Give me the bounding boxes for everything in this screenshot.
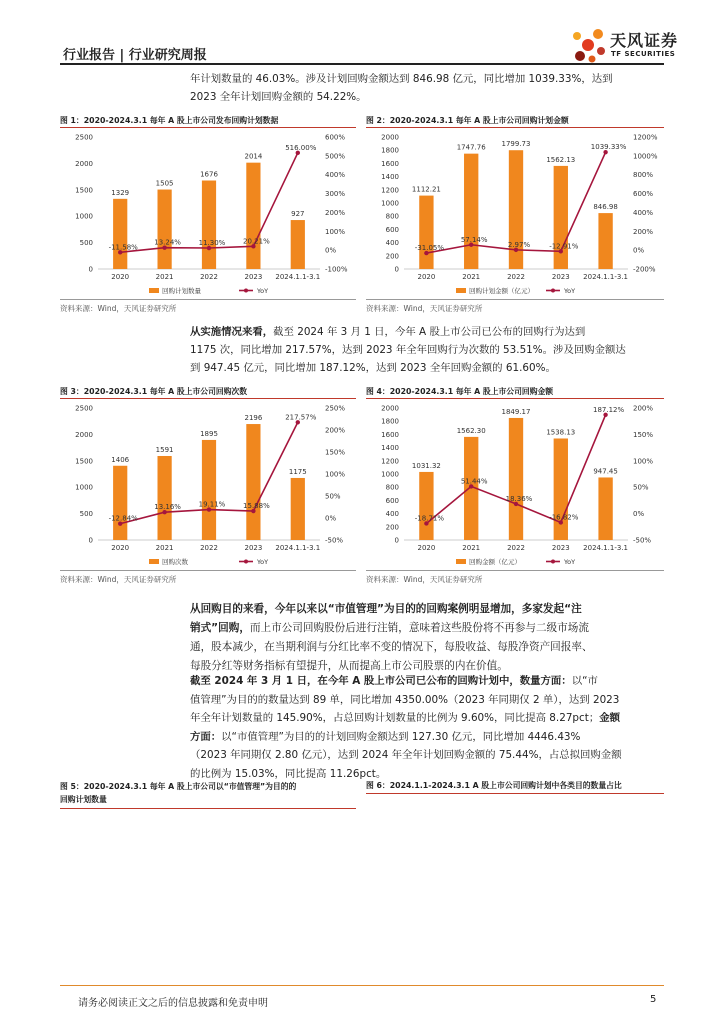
x-tick-label: 2020 <box>417 544 436 552</box>
paragraph-lead: 销式”回购， <box>190 622 250 634</box>
y-tick-label: 400 <box>385 239 399 248</box>
x-tick-label: 2020 <box>111 544 130 552</box>
bar <box>291 220 305 269</box>
yoy-data-label: 187.12% <box>593 405 625 414</box>
y2-tick-label: 100% <box>325 227 346 236</box>
y-tick-label: 2000 <box>75 159 93 168</box>
header-rule <box>60 63 664 65</box>
y-tick-label: 1500 <box>75 457 93 466</box>
paragraph-lead: 从实施情况来看， <box>190 326 274 338</box>
y2-tick-label: 0% <box>325 246 337 255</box>
y-tick-label: 500 <box>79 510 93 519</box>
yoy-data-label: 15.88% <box>243 502 270 511</box>
page-number: 5 <box>650 994 657 1005</box>
paragraph-line: 1175 次，同比增加 217.57%，达到 2023 年全年回购行为次数的 53.51%。涉及回购金额达 <box>190 344 626 356</box>
y-tick-label: 400 <box>385 510 399 519</box>
bar <box>157 456 171 540</box>
bar-data-label: 1747.76 <box>456 143 486 152</box>
bar <box>246 424 260 540</box>
legend-bar-label: 回购计划金额（亿元） <box>469 287 534 295</box>
bar <box>419 472 433 540</box>
bar-data-label: 947.45 <box>593 467 618 476</box>
figure-4-bottom-rule <box>366 570 664 571</box>
yoy-data-label: -18.71% <box>414 514 445 523</box>
y-tick-label: 1400 <box>381 444 399 453</box>
figure-3-title: 图 3：2020-2024.3.1 每年 A 股上市公司回购次数 <box>60 387 248 396</box>
paragraph-1 <box>190 70 664 106</box>
legend-bar-label: 回购金额（亿元） <box>469 558 521 566</box>
y-tick-label: 1600 <box>381 159 399 168</box>
y2-tick-label: 600% <box>633 190 654 199</box>
chart-1 <box>60 129 356 297</box>
y-tick-label: 0 <box>394 265 399 274</box>
figure-5-title-line: 回购计划数量 <box>60 795 107 804</box>
y2-tick-label: 250% <box>325 404 346 413</box>
bar-data-label: 1676 <box>200 170 218 179</box>
yoy-data-label: 516.00% <box>285 143 317 152</box>
y2-tick-label: 200% <box>633 227 654 236</box>
paragraph-line: 以“市值管理”为目的的计划回购金额达到 127.30 亿元，同比增加 4446.43% <box>221 730 581 743</box>
paragraph-line: 2023 全年计划回购金额的 54.22%。 <box>190 91 367 103</box>
yoy-data-label: 20.21% <box>243 237 270 246</box>
figure-4-rule <box>366 398 664 399</box>
bar <box>419 196 433 269</box>
bar <box>509 418 523 540</box>
y-tick-label: 1400 <box>381 173 399 182</box>
yoy-data-label: 57.14% <box>460 235 488 244</box>
figure-5-title-line: 图 5：2020-2024.3.1 每年 A 股上市公司以“市值管理”为目的的 <box>60 782 297 791</box>
y2-tick-label: 500% <box>325 152 346 161</box>
figure-1-rule <box>60 127 356 128</box>
y-tick-label: 1800 <box>381 417 399 426</box>
figure-5-rule <box>60 808 356 809</box>
y-tick-label: 600 <box>385 225 399 234</box>
x-tick-label: 2020 <box>111 273 130 281</box>
x-tick-label: 2022 <box>200 273 218 281</box>
yoy-data-label: 2.97% <box>507 240 531 249</box>
x-tick-label: 2023 <box>551 544 570 552</box>
figure-1-bottom-rule <box>60 299 356 300</box>
y2-tick-label: 600% <box>325 133 346 142</box>
figure-4-title: 图 4：2020-2024.3.1 每年 A 股上市公司回购金额 <box>366 387 554 396</box>
x-tick-label: 2020 <box>417 273 436 281</box>
bar-data-label: 1591 <box>155 445 174 454</box>
y-tick-label: 200 <box>385 523 399 532</box>
y2-tick-label: 300% <box>325 190 346 199</box>
yoy-data-label: 18.36% <box>505 494 533 503</box>
y-tick-label: 800 <box>385 483 399 492</box>
bar <box>598 477 612 540</box>
logo-text-en: TF SECURITIES <box>611 50 676 58</box>
paragraph-line: 截至 2024 年 3 月 1 日，今年 A 股上市公司已公布的回购行为达到 <box>273 326 586 338</box>
paragraph-line: 每股分红等财务指标有望提升，从而提高上市公司股票的内在价值。 <box>190 660 508 672</box>
legend-bar-swatch <box>456 559 466 564</box>
y2-tick-label: 50% <box>633 483 649 492</box>
footer-rule <box>60 985 664 986</box>
y2-tick-label: -50% <box>633 536 652 545</box>
y-tick-label: 1200 <box>381 186 399 195</box>
legend-line-marker <box>551 560 555 564</box>
report-header-title: 行业报告 | 行业研究周报 <box>63 48 207 63</box>
y-tick-label: 1500 <box>75 186 93 195</box>
bar-data-label: 1895 <box>200 429 218 438</box>
y2-tick-label: 0% <box>633 510 645 519</box>
y2-tick-label: 1000% <box>633 152 658 161</box>
y2-tick-label: 200% <box>633 404 654 413</box>
bar <box>246 163 260 269</box>
bar-data-label: 1505 <box>155 179 174 188</box>
paragraph-3 <box>190 600 664 676</box>
yoy-data-label: -31.05% <box>414 244 445 253</box>
bar <box>113 466 127 540</box>
bar-data-label: 1406 <box>111 455 130 464</box>
legend-line-marker <box>244 560 248 564</box>
legend-line-marker <box>551 289 555 293</box>
y2-tick-label: 200% <box>325 208 346 217</box>
legend-bar-label: 回购次数 <box>162 558 188 566</box>
legend-line-label: YoY <box>564 287 576 295</box>
bar-data-label: 1112.21 <box>411 185 441 194</box>
y-tick-label: 1000 <box>75 212 93 221</box>
bar <box>291 478 305 540</box>
figure-5-title <box>60 780 356 806</box>
yoy-data-label: 13.24% <box>154 238 181 247</box>
legend-line-label: YoY <box>257 558 269 566</box>
bar-data-label: 1538.13 <box>546 428 576 437</box>
bar-data-label: 1562.13 <box>546 155 576 164</box>
figure-2-source: 资料来源：Wind，天风证券研究所 <box>366 304 483 313</box>
y2-tick-label: 0% <box>325 514 337 523</box>
y2-tick-label: 200% <box>325 426 346 435</box>
paragraph-2 <box>190 323 664 377</box>
bar <box>202 181 216 269</box>
yoy-data-label: -11.58% <box>108 243 138 252</box>
bar <box>113 199 127 269</box>
paragraph-lead: 截至 2024 年 3 月 1 日，在今年 A 股上市公司已公布的回购计划中，数量方面： <box>190 675 572 687</box>
logo-text-cn: 天风证券 <box>610 31 679 50</box>
chart-4 <box>366 400 664 568</box>
yoy-data-label: 217.57% <box>285 413 317 422</box>
paragraph-lead: 方面： <box>190 730 222 743</box>
bar <box>464 154 478 269</box>
bar <box>157 190 171 269</box>
paragraph-line: 到 947.45 亿元，同比增加 187.12%，达到 2023 全年回购金额的 61.60%。 <box>190 362 556 374</box>
x-tick-label: 2024.1.1-3.1 <box>583 544 629 552</box>
bar-data-label: 1799.73 <box>501 140 531 149</box>
paragraph-line: （2023 年同期仅 2.80 亿元），达到 2024 年全年计划回购金额的 75.44%，占总拟回购金额 <box>190 749 622 761</box>
x-tick-label: 2023 <box>244 273 263 281</box>
y2-tick-label: 0% <box>633 246 645 255</box>
legend-line-marker <box>244 289 248 293</box>
y-tick-label: 2500 <box>75 404 93 413</box>
figure-1-title: 图 1：2020-2024.3.1 每年 A 股上市公司发布回购计划数据 <box>60 116 279 125</box>
legend-bar-label: 回购计划数量 <box>162 287 201 295</box>
y2-tick-label: 150% <box>325 448 346 457</box>
x-tick-label: 2023 <box>551 273 570 281</box>
figure-4-source: 资料来源：Wind，天风证券研究所 <box>366 575 483 584</box>
y2-tick-label: 1200% <box>633 133 658 142</box>
yoy-data-label: 13.16% <box>154 503 181 512</box>
y-tick-label: 2500 <box>75 133 93 142</box>
y-tick-label: 1000 <box>381 470 399 479</box>
x-tick-label: 2021 <box>462 273 481 281</box>
paragraph-lead: 从回购目的来看，今年以来以“市值管理”为目的的回购案例明显增加，多家发起“注 <box>190 603 582 615</box>
y-tick-label: 1000 <box>75 483 93 492</box>
y2-tick-label: -200% <box>633 265 656 274</box>
y2-tick-label: 400% <box>325 171 346 180</box>
yoy-data-label: 51.44% <box>460 477 488 486</box>
figure-1-source: 资料来源：Wind，天风证券研究所 <box>60 304 177 313</box>
x-tick-label: 2022 <box>200 544 218 552</box>
y-tick-label: 2000 <box>381 133 399 142</box>
figure-6-title: 图 6：2024.1.1-2024.3.1 A 股上市公司回购计划中各类目的数量占比 <box>366 781 622 790</box>
paragraph-line: 值管理”为目的的数量达到 89 单，同比增加 4350.00%（2023 年同期仅 2 单），达到 2023 <box>190 693 620 706</box>
bar-data-label: 846.98 <box>593 203 618 212</box>
y-tick-label: 2000 <box>381 404 399 413</box>
legend-bar-swatch <box>149 288 159 293</box>
footer-disclaimer: 请务必阅读正文之后的信息披露和免责申明 <box>78 998 268 1009</box>
yoy-data-label: 1039.33% <box>590 143 627 152</box>
y-tick-label: 600 <box>385 496 399 505</box>
paragraph-line: 年计划数量的 46.03%。涉及计划回购金额达到 846.98 亿元，同比增加 1039.33%，达到 <box>190 73 613 85</box>
figure-3-source: 资料来源：Wind，天风证券研究所 <box>60 575 177 584</box>
yoy-data-label: 11.30% <box>198 239 226 248</box>
yoy-data-label: -12.91% <box>549 242 579 251</box>
figure-2-title: 图 2：2020-2024.3.1 每年 A 股上市公司回购计划金额 <box>366 116 569 125</box>
y-tick-label: 2000 <box>75 430 93 439</box>
x-tick-label: 2024.1.1-3.1 <box>275 544 321 552</box>
yoy-data-label: 19.11% <box>198 500 226 509</box>
figure-3-rule <box>60 398 356 399</box>
x-tick-label: 2024.1.1-3.1 <box>583 273 629 281</box>
y2-tick-label: 100% <box>633 457 654 466</box>
y-tick-label: 0 <box>394 536 399 545</box>
paragraph-line: 的比例为 15.03%，同比提高 11.26pct。 <box>190 767 387 780</box>
y2-tick-label: 100% <box>325 470 346 479</box>
legend-line-label: YoY <box>564 558 576 566</box>
y2-tick-label: -100% <box>325 265 348 274</box>
bar-data-label: 1031.32 <box>411 461 441 470</box>
chart-2 <box>366 129 664 297</box>
y2-tick-label: 400% <box>633 208 654 217</box>
y-tick-label: 1600 <box>381 430 399 439</box>
yoy-data-label: -16.82% <box>549 513 579 522</box>
bar-data-label: 1849.17 <box>501 407 531 416</box>
bar-data-label: 927 <box>291 210 305 219</box>
tf-logo-icon <box>568 24 610 66</box>
bar <box>598 213 612 269</box>
x-tick-label: 2022 <box>507 544 525 552</box>
paragraph-line: 以“市 <box>571 675 598 687</box>
legend-bar-swatch <box>456 288 466 293</box>
x-tick-label: 2021 <box>155 273 174 281</box>
x-tick-label: 2022 <box>507 273 525 281</box>
y2-tick-label: 50% <box>325 492 341 501</box>
figure-2-bottom-rule <box>366 299 664 300</box>
bar-data-label: 1329 <box>111 188 130 197</box>
x-tick-label: 2024.1.1-3.1 <box>275 273 321 281</box>
chart-3 <box>60 400 356 568</box>
legend-line-label: YoY <box>257 287 269 295</box>
y2-tick-label: -50% <box>325 536 344 545</box>
bar-data-label: 1562.30 <box>456 426 486 435</box>
yoy-data-label: -12.84% <box>108 514 138 523</box>
y2-tick-label: 800% <box>633 171 654 180</box>
bar <box>554 438 568 540</box>
y-tick-label: 200 <box>385 252 399 261</box>
figure-2-rule <box>366 127 664 128</box>
bar-data-label: 2196 <box>244 414 263 423</box>
y-tick-label: 1000 <box>381 199 399 208</box>
y-tick-label: 1200 <box>381 457 399 466</box>
x-tick-label: 2021 <box>155 544 174 552</box>
paragraph-line: 而上市公司回购股份后进行注销，意味着这些股份将不再参与二级市场流 <box>249 622 589 634</box>
bar <box>202 440 216 540</box>
figure-6-rule <box>366 793 664 794</box>
x-tick-label: 2023 <box>244 544 263 552</box>
y-tick-label: 800 <box>385 212 399 221</box>
paragraph-line: 年全年计划数量的 145.90%，占总回购计划数量的比例为 9.60%，同比提高 8.27pct； <box>190 712 600 724</box>
bar-data-label: 2014 <box>244 152 263 161</box>
bar-data-label: 1175 <box>288 467 307 476</box>
legend-bar-swatch <box>149 559 159 564</box>
y-tick-label: 500 <box>79 239 93 248</box>
y2-tick-label: 150% <box>633 430 654 439</box>
y-tick-label: 0 <box>88 265 93 274</box>
paragraph-4 <box>190 672 664 783</box>
x-tick-label: 2021 <box>462 544 481 552</box>
figure-3-bottom-rule <box>60 570 356 571</box>
paragraph-line: 通，股本减少，在当期利润与分红比率不变的情况下，每股收益、每股净资产回报率、 <box>190 641 593 653</box>
paragraph-lead: 金额 <box>599 712 620 724</box>
y-tick-label: 1800 <box>381 146 399 155</box>
y-tick-label: 0 <box>88 536 93 545</box>
